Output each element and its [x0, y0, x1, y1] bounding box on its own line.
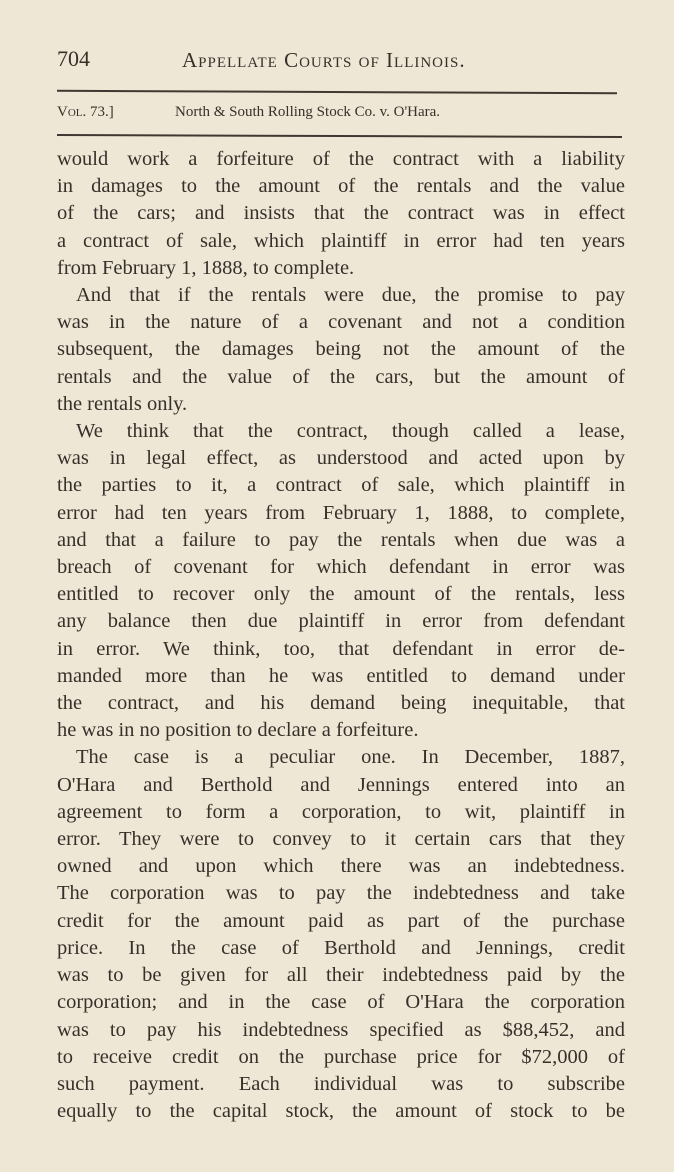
- text-line: in damages to the amount of the rentals and the value: [57, 175, 625, 198]
- text-line: the rentals only.: [57, 392, 188, 415]
- text-line: The case is a peculiar one. In December, 1887,: [76, 746, 625, 769]
- text-line: and that a failure to pay the rentals when due was a: [57, 528, 625, 551]
- text-line: And that if the rentals were due, the promise to pay: [76, 284, 625, 307]
- text-line: the contract, and his demand being inequitable, that: [57, 692, 625, 715]
- text-line: in error. We think, too, that defendant in error de-: [57, 637, 625, 660]
- text-line: was to pay his indebtedness specified as $88,452, and: [57, 1018, 625, 1041]
- text-line: to receive credit on the purchase price for $72,000 of: [57, 1045, 625, 1068]
- text-line: error had ten years from February 1, 1888, to complete,: [57, 501, 625, 524]
- text-line: O'Hara and Berthold and Jennings entered into an: [57, 773, 625, 796]
- text-line: a contract of sale, which plaintiff in error had ten years: [57, 229, 625, 252]
- text-line: breach of covenant for which defendant in error was: [57, 556, 625, 579]
- text-line: any balance then due plaintiff in error from defendant: [57, 610, 625, 633]
- text-line: was in the nature of a covenant and not a condition: [57, 311, 625, 334]
- text-line: of the cars; and insists that the contract was in effect: [57, 202, 625, 225]
- subheader-rule: [57, 134, 622, 137]
- text-line: was to be given for all their indebtedness paid by the: [57, 964, 625, 987]
- text-line: such payment. Each individual was to subscribe: [57, 1072, 625, 1095]
- body-text: [57, 146, 625, 1125]
- text-line: error. They were to convey to it certain cars that they: [57, 828, 625, 851]
- text-line: The corporation was to pay the indebtedness and take: [57, 882, 625, 905]
- text-line: manded more than he was entitled to demand under: [57, 664, 625, 687]
- volume-label: Vol. 73.]: [57, 104, 114, 120]
- case-title: North & South Rolling Stock Co. v. O'Hara.: [175, 104, 441, 120]
- text-line: entitled to recover only the amount of the rentals, less: [57, 583, 625, 606]
- text-line: subsequent, the damages being not the amount of the: [57, 338, 625, 361]
- text-line: from February 1, 1888, to complete.: [57, 256, 355, 279]
- text-line: credit for the amount paid as part of the purchase: [57, 909, 625, 932]
- running-title: Appellate Courts of Illinois.: [182, 48, 466, 72]
- text-line: rentals and the value of the cars, but the amount of: [57, 365, 625, 388]
- header-rule: [57, 90, 617, 94]
- text-line: corporation; and in the case of O'Hara the corporation: [57, 991, 625, 1014]
- text-line: he was in no position to declare a forfeiture.: [57, 719, 419, 742]
- text-line: We think that the contract, though called a lease,: [76, 420, 625, 443]
- page-header: [57, 46, 627, 80]
- text-line: was in legal effect, as understood and acted upon by: [57, 447, 625, 470]
- text-line: agreement to form a corporation, to wit, plaintiff in: [57, 800, 625, 823]
- text-line: the parties to it, a contract of sale, which plaintiff in: [57, 474, 625, 497]
- text-line: would work a forfeiture of the contract with a liability: [57, 148, 625, 170]
- text-line: price. In the case of Berthold and Jennings, credit: [57, 936, 625, 959]
- text-line: owned and upon which there was an indebtedness.: [57, 855, 625, 878]
- page-number: 704: [57, 46, 90, 71]
- text-line: equally to the capital stock, the amount of stock to be: [57, 1100, 625, 1123]
